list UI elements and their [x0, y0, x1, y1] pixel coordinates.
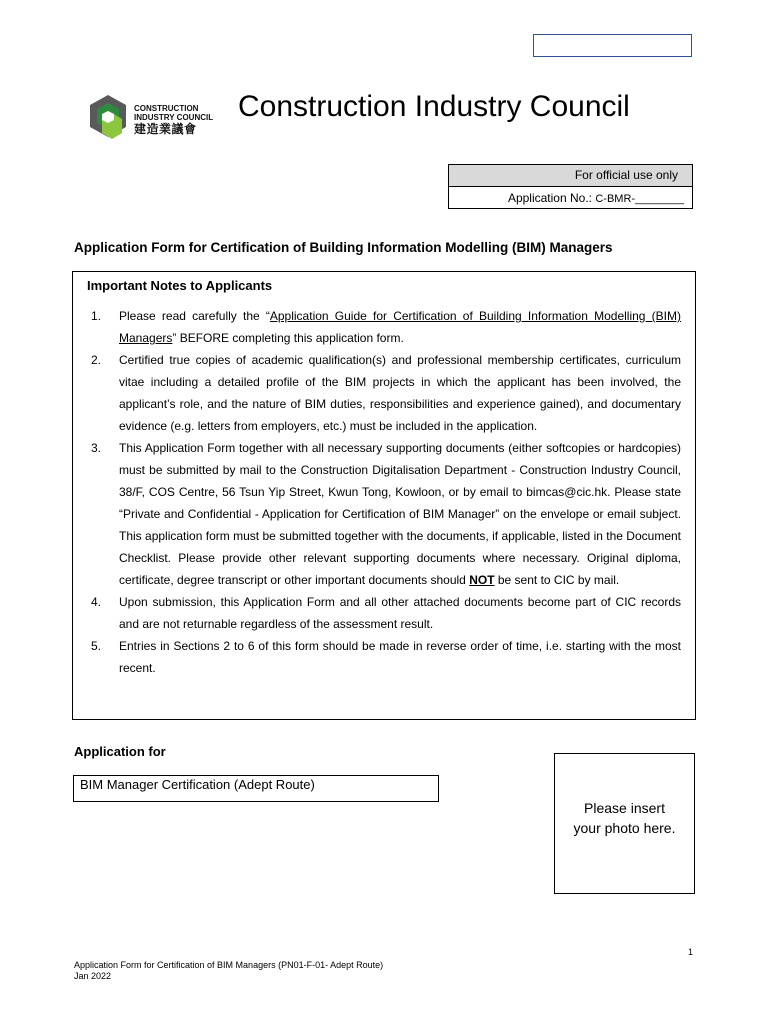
note-item: [73, 305, 695, 349]
official-use-label: For official use only: [449, 165, 692, 187]
application-for-label: Application for: [74, 744, 166, 759]
note-text: Upon submission, this Application Form and all other attached documents become part of CIC records and are not returnable regardless of the assessment result.: [119, 595, 681, 631]
certification-field[interactable]: BIM Manager Certification (Adept Route): [73, 775, 439, 802]
official-use-box: [448, 164, 693, 209]
application-number-value[interactable]: C-BMR-________: [595, 193, 684, 205]
logo-line-1: CONSTRUCTION: [134, 104, 199, 113]
note-text: ” BEFORE completing this application form.: [172, 331, 404, 345]
reference-box: [533, 34, 692, 57]
note-text: Certified true copies of academic qualification(s) and professional membership certificates, curriculum vitae including a detailed profile of the BIM projects in which the applicant has been involved, the applicant’s role, and the nature of BIM duties, responsibilities and experience gained), and documentary evidence (e.g. letters from employers, etc.) must be included in the application.: [119, 353, 681, 433]
logo-line-2: INDUSTRY COUNCIL: [134, 113, 214, 122]
application-number-label: Application No.:: [507, 191, 592, 205]
note-text: Please read carefully the “: [119, 309, 270, 323]
page-title: Construction Industry Council: [238, 90, 630, 123]
note-number: 2.: [91, 353, 102, 367]
note-item: [73, 635, 695, 679]
photo-box[interactable]: [554, 753, 695, 894]
note-text: Entries in Sections 2 to 6 of this form should be made in reverse order of time, i.e. starting with the most recent.: [119, 639, 681, 675]
note-item: [73, 591, 695, 635]
note-number: 5.: [91, 639, 102, 653]
footer-date: Jan 2022: [74, 971, 112, 981]
note-text: be sent to CIC by mail.: [494, 573, 620, 587]
logo-wordmark: [134, 104, 213, 136]
note-number: 3.: [91, 441, 102, 455]
logo-chinese: 建造業議會: [134, 122, 197, 136]
page-number: 1: [688, 947, 694, 957]
note-text: This Application Form together with all necessary supporting documents (either softcopies or hardcopies) must be submitted by mail to the Construction Digitalisation Department - Construction Industry Council, 38/F, COS Centre, 56 Tsun Yip Street, Kwun Tong, Kowloon, or by email to bimcas@cic.hk. Please state “Private and Confidential - Application for Certification of BIM Manager” on the envelope or email subject. This application form must be submitted together with the documents, if applicable, listed in the Document Checklist. Please provide other relevant supporting documents where necessary. Original diploma, certificate, degree transcript or other important documents should: [119, 441, 681, 587]
application-number-row: [449, 187, 692, 209]
notes-list: [73, 305, 695, 679]
photo-line-2: your photo here.: [573, 820, 676, 836]
photo-instructions: [555, 798, 694, 838]
not-emphasis: NOT: [469, 573, 495, 587]
form-title: Application Form for Certification of Building Information Modelling (BIM) Managers: [74, 240, 613, 255]
note-number: 4.: [91, 595, 102, 609]
notes-heading: Important Notes to Applicants: [87, 278, 273, 293]
photo-line-1: Please insert: [584, 800, 665, 816]
note-number: 1.: [91, 309, 102, 323]
application-guide-link[interactable]: Application Guide for Certification of Building Information Modelling (BIM) Managers: [119, 309, 681, 345]
footer-doc-title: Application Form for Certification of BIM Managers (PN01-F-01- Adept Route): [74, 960, 384, 970]
important-notes-box: [72, 271, 696, 720]
note-item: [73, 349, 695, 437]
footer: [74, 960, 383, 982]
note-item: [73, 437, 695, 591]
